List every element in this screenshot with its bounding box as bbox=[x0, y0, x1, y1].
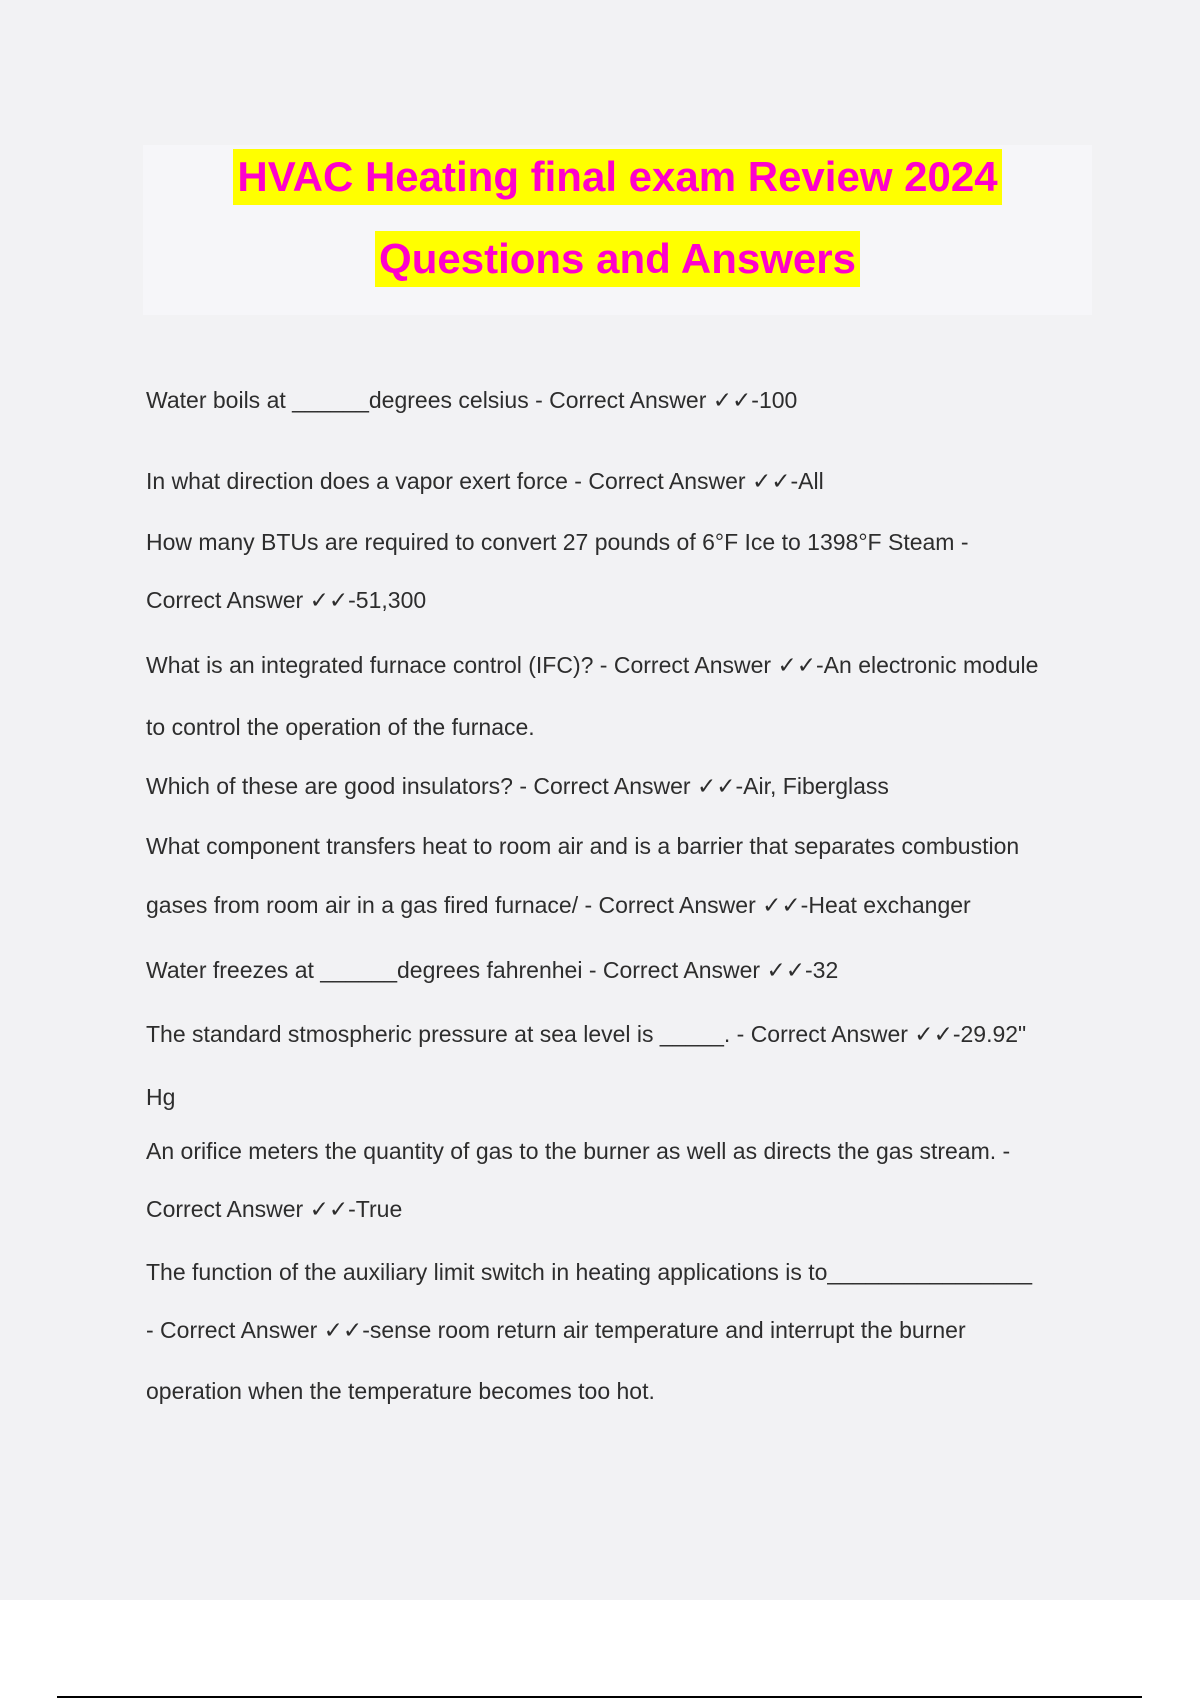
document-title-line-2: Questions and Answers bbox=[375, 231, 860, 287]
qa-line: What component transfers heat to room air and is a barrier that separates combustion bbox=[146, 833, 1020, 859]
qa-line: An orifice meters the quantity of gas to the burner as well as directs the gas stream. - bbox=[146, 1138, 1011, 1164]
qa-line: Water boils at ______degrees celsius - Correct Answer ✓✓-100 bbox=[146, 387, 798, 413]
qa-line: The standard stmospheric pressure at sea level is _____. - Correct Answer ✓✓-29.92" bbox=[146, 1021, 1027, 1047]
qa-line: In what direction does a vapor exert force - Correct Answer ✓✓-All bbox=[146, 468, 824, 494]
qa-line: Which of these are good insulators? - Correct Answer ✓✓-Air, Fiberglass bbox=[146, 773, 889, 799]
qa-line: Correct Answer ✓✓-True bbox=[146, 1196, 403, 1222]
qa-line: What is an integrated furnace control (IFC)? - Correct Answer ✓✓-An electronic module bbox=[146, 652, 1039, 678]
qa-line: The function of the auxiliary limit switch in heating applications is to________________ bbox=[146, 1259, 1033, 1285]
qa-line: - Correct Answer ✓✓-sense room return air temperature and interrupt the burner bbox=[146, 1317, 966, 1343]
qa-line: Correct Answer ✓✓-51,300 bbox=[146, 587, 427, 613]
footer-divider bbox=[57, 1696, 1142, 1698]
qa-line: Hg bbox=[146, 1084, 176, 1110]
qa-line: operation when the temperature becomes too hot. bbox=[146, 1378, 655, 1404]
document-title-line-1: HVAC Heating final exam Review 2024 bbox=[233, 149, 1001, 205]
qa-line: to control the operation of the furnace. bbox=[146, 714, 535, 740]
qa-line: gases from room air in a gas fired furnace/ - Correct Answer ✓✓-Heat exchanger bbox=[146, 892, 971, 918]
title-block bbox=[143, 145, 1092, 315]
qa-line: How many BTUs are required to convert 27 pounds of 6°F Ice to 1398°F Steam - bbox=[146, 529, 969, 555]
qa-line: Water freezes at ______degrees fahrenhei - Correct Answer ✓✓-32 bbox=[146, 957, 839, 983]
